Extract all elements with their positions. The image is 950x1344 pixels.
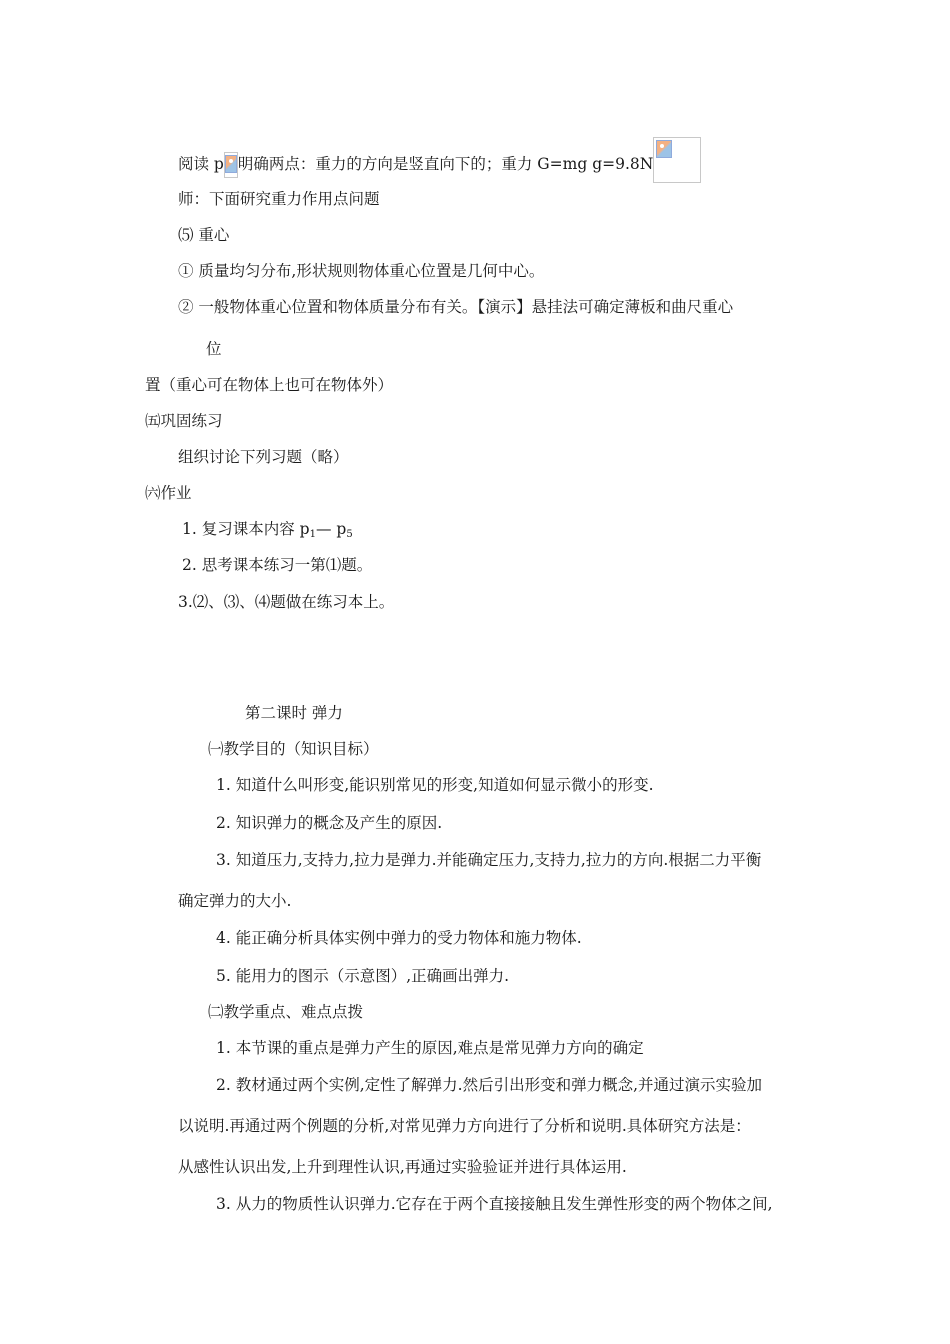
read-body: 明确两点：重力的方向是竖直向下的；重力 G=mg g=9.8N bbox=[237, 155, 654, 173]
section-2-item-wrap: 以说明.再通过两个例题的分析,对常见弹力方向进行了分析和说明.具体研究方法是： bbox=[178, 1117, 751, 1135]
practice-text: 组织讨论下列习题（略） bbox=[178, 448, 349, 466]
lesson-title: 第二课时 弹力 bbox=[245, 704, 343, 722]
point-two-wrap: 位 bbox=[206, 340, 222, 358]
section-1-item: 4. 能正确分析具体实例中弹力的受力物体和施力物体. bbox=[216, 929, 582, 947]
section-2-heading: ㈡教学重点、难点点拨 bbox=[208, 1003, 364, 1021]
point-one: ① 质量均匀分布,形状规则物体重心位置是几何中心。 bbox=[178, 262, 545, 280]
section-2-item: 3. 从力的物质性认识弹力.它存在于两个直接接触且发生弹性形变的两个物体之间, bbox=[216, 1195, 773, 1213]
section-1-item: 2. 知识弹力的概念及产生的原因. bbox=[216, 814, 443, 832]
section-1-item-wrap: 确定弹力的大小. bbox=[178, 892, 292, 910]
section-2-item-wrap: 从感性认识出发,上升到理性认识,再通过实验验证并进行具体运用. bbox=[178, 1158, 627, 1176]
point-two: ② 一般物体重心位置和物体质量分布有关。【演示】悬挂法可确定薄板和曲尺重心 bbox=[178, 298, 734, 316]
section-1-item: 5. 能用力的图示（示意图）,正确画出弹力. bbox=[216, 967, 510, 985]
center-of-gravity-heading: ⑸ 重心 bbox=[178, 226, 230, 244]
point-two-continued: 置（重心可在物体上也可在物体外） bbox=[145, 376, 394, 394]
broken-image-icon bbox=[224, 152, 238, 178]
teacher-line: 师：下面研究重力作用点问题 bbox=[178, 190, 380, 208]
section-2-item: 2. 教材通过两个实例,定性了解弹力.然后引出形变和弹力概念,并通过演示实验加 bbox=[216, 1076, 762, 1094]
broken-image-icon bbox=[653, 137, 701, 183]
section-1-item: 1. 知道什么叫形变,能识别常见的形变,知道如何显示微小的形变. bbox=[216, 776, 654, 794]
homework-item-1: 1. 复习课本内容 $p_1—$ $p_5$ bbox=[182, 520, 353, 540]
practice-heading: ㈤巩固练习 bbox=[145, 412, 223, 430]
read-prefix: 阅读 p bbox=[178, 155, 224, 173]
section-1-heading: ㈠教学目的（知识目标） bbox=[208, 740, 379, 758]
section-2-item: 1. 本节课的重点是弹力产生的原因,难点是常见弹力方向的确定 bbox=[216, 1039, 644, 1057]
homework-item-2: 2. 思考课本练习一第⑴题。 bbox=[182, 556, 373, 574]
homework-item-3: 3.⑵、⑶、⑷题做在练习本上。 bbox=[178, 593, 395, 611]
paragraph-read bbox=[178, 137, 701, 183]
section-1-item: 3. 知道压力,支持力,拉力是弹力.并能确定压力,支持力,拉力的方向.根据二力平衡 bbox=[216, 851, 762, 869]
homework-heading: ㈥作业 bbox=[145, 484, 192, 502]
